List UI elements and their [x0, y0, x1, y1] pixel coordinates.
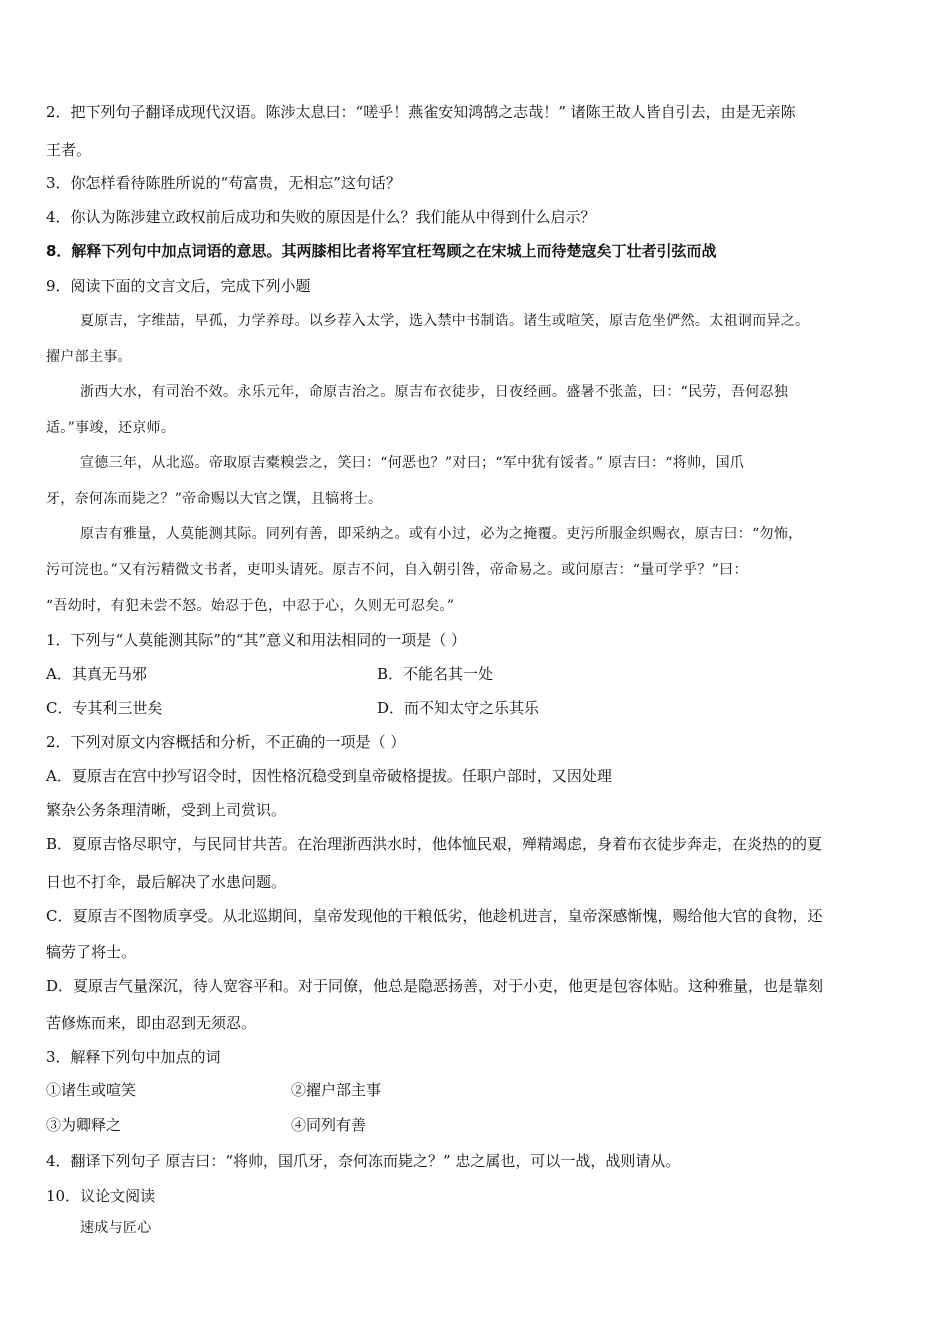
question-10: 10．议论文阅读 — [46, 1187, 156, 1205]
item-3-2: ②擢户部主事 — [291, 1081, 382, 1099]
question-4: 4．你认为陈涉建立政权前后成功和失败的原因是什么？我们能从中得到什么启示？ — [46, 208, 596, 226]
option-2D-line-2: 苦修炼而来，即由忍到无须忍。 — [46, 1014, 257, 1032]
option-1B: B．不能名其一处 — [377, 665, 494, 683]
question-2-line-1: 2．把下列句子翻译成现代汉语。陈涉太息曰：“嗟乎！燕雀安知鸿鹄之志哉！” 诸陈王故人皆自引去，由是无亲陈 — [46, 103, 796, 121]
question-9: 9．阅读下面的文言文后，完成下列小题 — [46, 277, 311, 295]
sub-question-4: 4．翻译下列句子 原吉曰：“将帅，国爪牙，奈何冻而毙之？” 忠之属也，可以一战，战则请从。 — [46, 1152, 681, 1170]
passage-p2-line-1: 浙西大水，有司治不效。永乐元年，命原吉治之。原吉布衣徒步，日夜经画。盛暑不张盖，曰：“民劳，吾何忍独 — [80, 384, 789, 400]
option-2D-line-1: D．夏原吉气量深沉，待人宽容平和。对于同僚，他总是隐恶扬善，对于小吏，他更是包容体贴。这种雅量，也是靠刻 — [46, 977, 824, 995]
sub-question-1: 1．下列与“人莫能测其际”的“其”意义和用法相同的一项是（ ） — [46, 631, 466, 649]
passage-p1-line-2: 擢户部主事。 — [46, 349, 132, 365]
item-3-3: ③为卿释之 — [46, 1116, 122, 1134]
passage-p4-line-1: 原吉有雅量，人莫能测其际。同列有善，即采纳之。或有小过，必为之掩覆。吏污所服金织赐衣，原吉曰：“勿怖， — [80, 526, 803, 542]
question-3: 3．你怎样看待陈胜所说的“苟富贵，无相忘”这句话？ — [46, 174, 401, 192]
item-3-1: ①诸生或喧笑 — [46, 1081, 137, 1099]
passage-p1-line-1: 夏原吉，字维喆，早孤，力学养母。以乡荐入太学，选入禁中书制诰。诸生或喧笑，原吉危坐俨然。太祖诇而异之。 — [80, 313, 810, 329]
passage-p3-line-1: 宣德三年，从北巡。帝取原吉橐糗尝之，笑曰：“何恶也？”对曰；“军中犹有馁者。” 原吉曰：“将帅，国爪 — [80, 455, 745, 471]
option-1C: C．专其利三世矣 — [46, 699, 163, 717]
item-3-4: ④同列有善 — [291, 1116, 367, 1134]
essay-title: 速成与匠心 — [80, 1220, 152, 1236]
option-1A: A．其真无马邪 — [46, 665, 147, 683]
option-2C-line-1: C．夏原吉不图物质享受。从北巡期间，皇帝发现他的干粮低劣，他趁机进言，皇帝深感惭愧，赐给他大官的食物，还 — [46, 907, 823, 925]
passage-p2-line-2: 适。”事竣，还京师。 — [46, 420, 176, 436]
sub-question-3: 3．解释下列句中加点的词 — [46, 1048, 221, 1066]
option-2C-line-2: 犒劳了将士。 — [46, 943, 137, 961]
passage-p4-line-2: 污可浣也。”又有污精微文书者，吏叩头请死。原吉不问，自入朝引咎，帝命易之。或问原吉：“量可学乎？”曰： — [46, 562, 748, 578]
sub-question-2: 2．下列对原文内容概括和分析，不正确的一项是（ ） — [46, 733, 406, 751]
option-1D: D．而不知太守之乐其乐 — [377, 699, 540, 717]
option-2B-line-2: 日也不打伞，最后解决了水患问题。 — [46, 873, 287, 891]
passage-p4-line-3: “吾幼时，有犯未尝不怒。始忍于色，中忍于心，久则无可忍矣。” — [46, 598, 455, 614]
question-8: 8．解释下列句中加点词语的意思。其两膝相比者将军宜枉驾顾之在宋城上而待楚寇矣丁壮者引弦而战 — [46, 242, 717, 260]
option-2A-line-1: A．夏原吉在宫中抄写诏令时，因性格沉稳受到皇帝破格提拔。任职户部时，又因处理 — [46, 767, 612, 785]
question-2-line-2: 王者。 — [46, 141, 92, 159]
option-2A-line-2: 繁杂公务条理清晰，受到上司赏识。 — [46, 801, 287, 819]
passage-p3-line-2: 牙，奈何冻而毙之？”帝命赐以大官之馔，且犒将士。 — [46, 491, 383, 507]
option-2B-line-1: B．夏原吉恪尽职守，与民同甘共苦。在治理浙西洪水时，他体恤民艰，殚精竭虑，身着布衣徒步奔走，在炎热的的夏 — [46, 835, 823, 853]
